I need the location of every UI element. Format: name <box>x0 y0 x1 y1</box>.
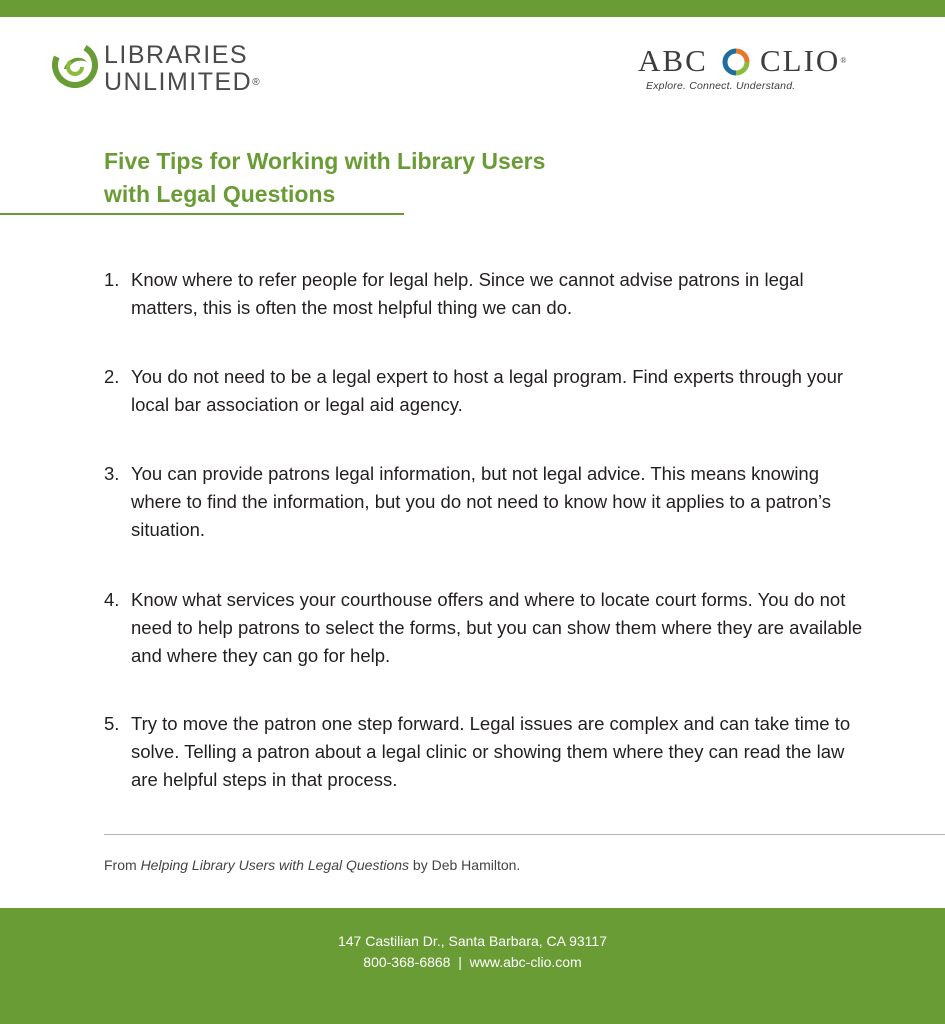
abc-clio-logo <box>638 44 868 96</box>
title-underline <box>0 213 404 215</box>
logo-word-clio: CLIO <box>760 43 841 78</box>
libraries-unlimited-swirl-icon <box>52 42 98 88</box>
abc-registered-mark: ® <box>840 56 847 65</box>
footer-contact: 800-368-6868 | www.abc-clio.com <box>363 954 582 970</box>
tip-item <box>104 710 864 794</box>
title-line-1: Five Tips for Working with Library Users <box>104 148 546 174</box>
tip-number: 1. <box>104 269 120 290</box>
footer <box>0 908 945 1024</box>
divider <box>104 834 945 835</box>
abc-clio-ring-icon <box>722 48 750 76</box>
registered-mark: ® <box>252 77 260 88</box>
citation-suffix: by Deb Hamilton. <box>409 857 521 873</box>
logo-word-abc: ABC <box>638 43 708 78</box>
title-line-2: with Legal Questions <box>104 181 336 207</box>
tip-text: Know what services your courthouse offers and where to locate court forms. You do not need to help patrons to select the forms, but you can show them where they are available and where they can go for help. <box>131 589 863 666</box>
logo-line-libraries: LIBRARIES <box>104 41 249 69</box>
tip-text: You can provide patrons legal information, but not legal advice. This means knowing where to find the information, but you do not need to know how it applies to a patron’s situation. <box>131 463 832 540</box>
logo-tagline: Explore. Connect. Understand. <box>646 80 796 92</box>
tip-item <box>104 363 864 419</box>
top-accent-bar <box>0 0 945 17</box>
tip-item <box>104 586 864 670</box>
tip-number: 5. <box>104 713 120 734</box>
tip-text: Try to move the patron one step forward. Legal issues are complex and can take time to solve. Telling a patron about a legal clinic or showing them where they can read the law are helpful steps in that process. <box>131 713 851 790</box>
page-title <box>104 145 704 211</box>
tip-number: 4. <box>104 589 120 610</box>
tip-item <box>104 266 864 322</box>
tip-number: 2. <box>104 366 120 387</box>
tip-text: Know where to refer people for legal help. Since we cannot advise patrons in legal matters, this is often the most helpful thing we can do. <box>131 269 804 318</box>
tip-number: 3. <box>104 463 120 484</box>
footer-address: 147 Castilian Dr., Santa Barbara, CA 93117 <box>337 933 607 949</box>
citation-book-title: Helping Library Users with Legal Questions <box>140 857 410 873</box>
source-citation <box>104 857 520 873</box>
tip-text: You do not need to be a legal expert to host a legal program. Find experts through your local bar association or legal aid agency. <box>131 366 844 415</box>
citation-prefix: From <box>104 857 141 873</box>
libraries-unlimited-logo <box>52 40 282 102</box>
logo-line-unlimited: UNLIMITED <box>104 68 253 96</box>
tip-item <box>104 460 864 544</box>
